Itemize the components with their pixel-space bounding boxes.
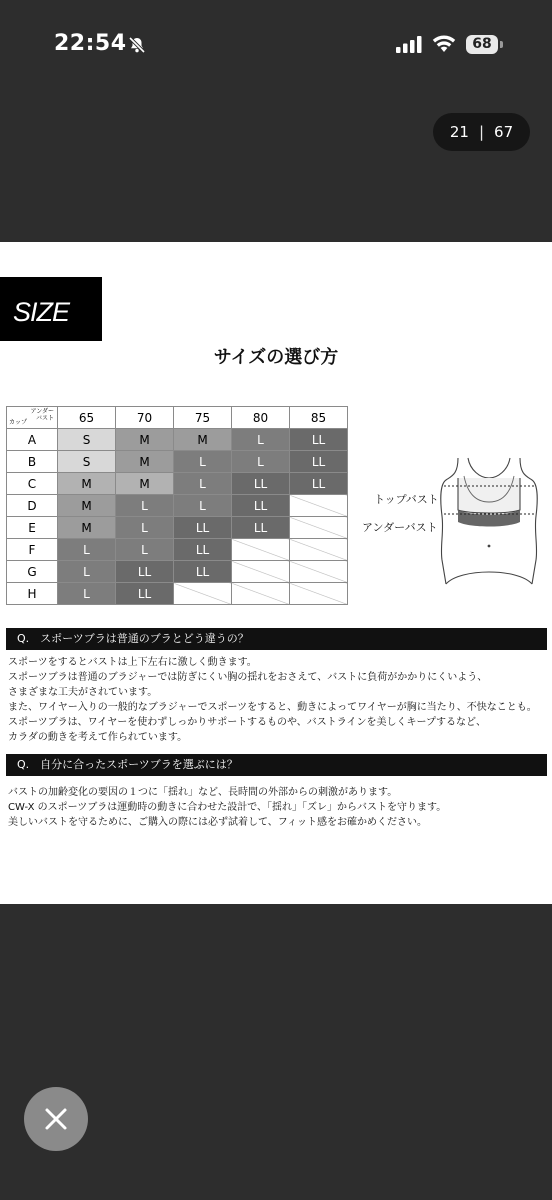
size-chart-cell: LL [174,517,232,539]
size-chart-cell: L [174,495,232,517]
size-chart-row [7,473,348,495]
faq-answer-1-line: カラダの動きを考えて作られています。 [8,732,188,743]
faq-answer-2-line: 美しいバストを守るために、ご購入の際には必ず試着して、フィット感をお確かめください。 [8,817,427,828]
size-chart-header-row [7,407,348,429]
size-chart-cell: LL [290,429,348,451]
size-chart-cell: LL [116,583,174,605]
status-bar [0,0,552,90]
size-chart-cell: L [116,495,174,517]
size-chart-cell: L [116,517,174,539]
size-chart-empty-cell [290,495,348,517]
size-chart-cell: L [174,473,232,495]
status-time: 22:54 [54,31,127,56]
size-chart-cup-label: G [7,561,58,583]
size-chart-empty-cell [174,583,232,605]
size-chart-cell: M [116,473,174,495]
size-chart-empty-cell [290,583,348,605]
size-chart-row [7,539,348,561]
size-chart-empty-cell [290,561,348,583]
battery-indicator: 68 [466,35,498,54]
size-chart-cell: LL [290,451,348,473]
size-chart-cell: M [58,495,116,517]
current-page: 21 [449,123,469,141]
size-chart-row [7,451,348,473]
total-pages: 67 [494,123,514,141]
signal-icon [396,36,424,53]
size-chart-cup-label: A [7,429,58,451]
faq-answer-2-line: バストの加齢変化の要因の１つに「揺れ」など、長時間の外部からの刺激があります。 [8,787,398,798]
size-chart-cell: LL [116,561,174,583]
size-chart-cell: M [58,517,116,539]
page-counter [433,113,530,151]
faq-answer-1-line: また、ワイヤー入りの一般的なブラジャーでスポーツをすると、動きによってワイヤーが胸に当たり、不快なことも。 [8,702,537,713]
faq-answer-2 [8,785,552,830]
faq-question-2-text: Q. 自分に合ったスポーツブラを選ぶには？ [17,758,238,771]
size-chart-cup-label: C [7,473,58,495]
bust-figure [360,456,550,590]
faq-answer-1-line: スポーツブラは、ワイヤーを使わずしっかりサポートするものや、バストラインを美しくキープするなど、 [8,717,486,728]
size-chart-cell: S [58,429,116,451]
size-chart-corner [7,407,58,429]
faq-answer-1-line: スポーツをするとバストは上下左右に激しく動きます。 [8,657,257,668]
size-chart-row [7,561,348,583]
size-chart-column-header: 75 [174,407,232,429]
size-chart-cell: M [174,429,232,451]
size-chart-row [7,583,348,605]
corner-cup-label: カップ [9,419,27,426]
page-separator: | [478,123,485,141]
size-banner [0,277,102,341]
size-chart-cell: LL [232,473,290,495]
size-chart [6,406,348,605]
size-chart-cell: L [232,451,290,473]
size-chart-column-header: 65 [58,407,116,429]
under-bust-label: アンダーバスト [362,521,438,534]
size-chart-empty-cell [232,583,290,605]
size-chart-cell: LL [290,473,348,495]
size-chart-cell: L [232,429,290,451]
page-title: サイズの選び方 [213,347,339,368]
faq-question-2 [6,754,547,776]
size-chart-column-header: 80 [232,407,290,429]
size-chart-cell: M [58,473,116,495]
faq-answer-1-line: スポーツブラは普通のブラジャーでは防ぎにくい胸の揺れをおさえて、バストに負荷がかかりにくいよう、 [8,672,488,683]
size-chart-cell: LL [174,561,232,583]
size-chart-cell: LL [232,517,290,539]
size-chart-table [6,406,348,605]
size-chart-row [7,429,348,451]
size-chart-empty-cell [232,561,290,583]
size-chart-cell: M [116,429,174,451]
size-chart-column-header: 70 [116,407,174,429]
faq-question-1-text: Q. スポーツブラは普通のブラとどう違うの？ [17,632,249,645]
document-page [0,242,552,904]
size-chart-cell: L [58,539,116,561]
battery-cap [500,41,503,48]
top-bust-label: トップバスト [374,493,439,506]
size-banner-label: SIZE [13,297,70,327]
close-button[interactable] [24,1087,88,1151]
size-chart-row [7,517,348,539]
size-chart-column-header: 85 [290,407,348,429]
size-chart-cup-label: D [7,495,58,517]
bell-slash-icon [128,36,146,54]
faq-answer-1 [8,655,552,745]
faq-question-1 [6,628,547,650]
size-chart-cup-label: E [7,517,58,539]
wifi-icon [432,34,456,53]
size-chart-cell: L [58,561,116,583]
size-chart-row [7,495,348,517]
size-chart-cup-label: F [7,539,58,561]
size-chart-cell: M [116,451,174,473]
size-chart-cup-label: B [7,451,58,473]
size-chart-cell: S [58,451,116,473]
size-chart-cell: L [116,539,174,561]
size-chart-cell: LL [232,495,290,517]
size-chart-empty-cell [290,517,348,539]
faq-answer-1-line: さまざまな工夫がされています。 [8,687,158,698]
size-chart-cell: L [58,583,116,605]
size-chart-cup-label: H [7,583,58,605]
size-chart-empty-cell [232,539,290,561]
size-chart-cell: L [174,451,232,473]
faq-answer-2-line: CW-X のスポーツブラは運動時の動きに合わせた設計で、「揺れ」「ズレ」からバストを守ります。 [8,802,447,813]
close-icon [24,1087,88,1151]
size-chart-empty-cell [290,539,348,561]
corner-under-label: アンダー バスト [30,408,54,422]
size-chart-cell: LL [174,539,232,561]
